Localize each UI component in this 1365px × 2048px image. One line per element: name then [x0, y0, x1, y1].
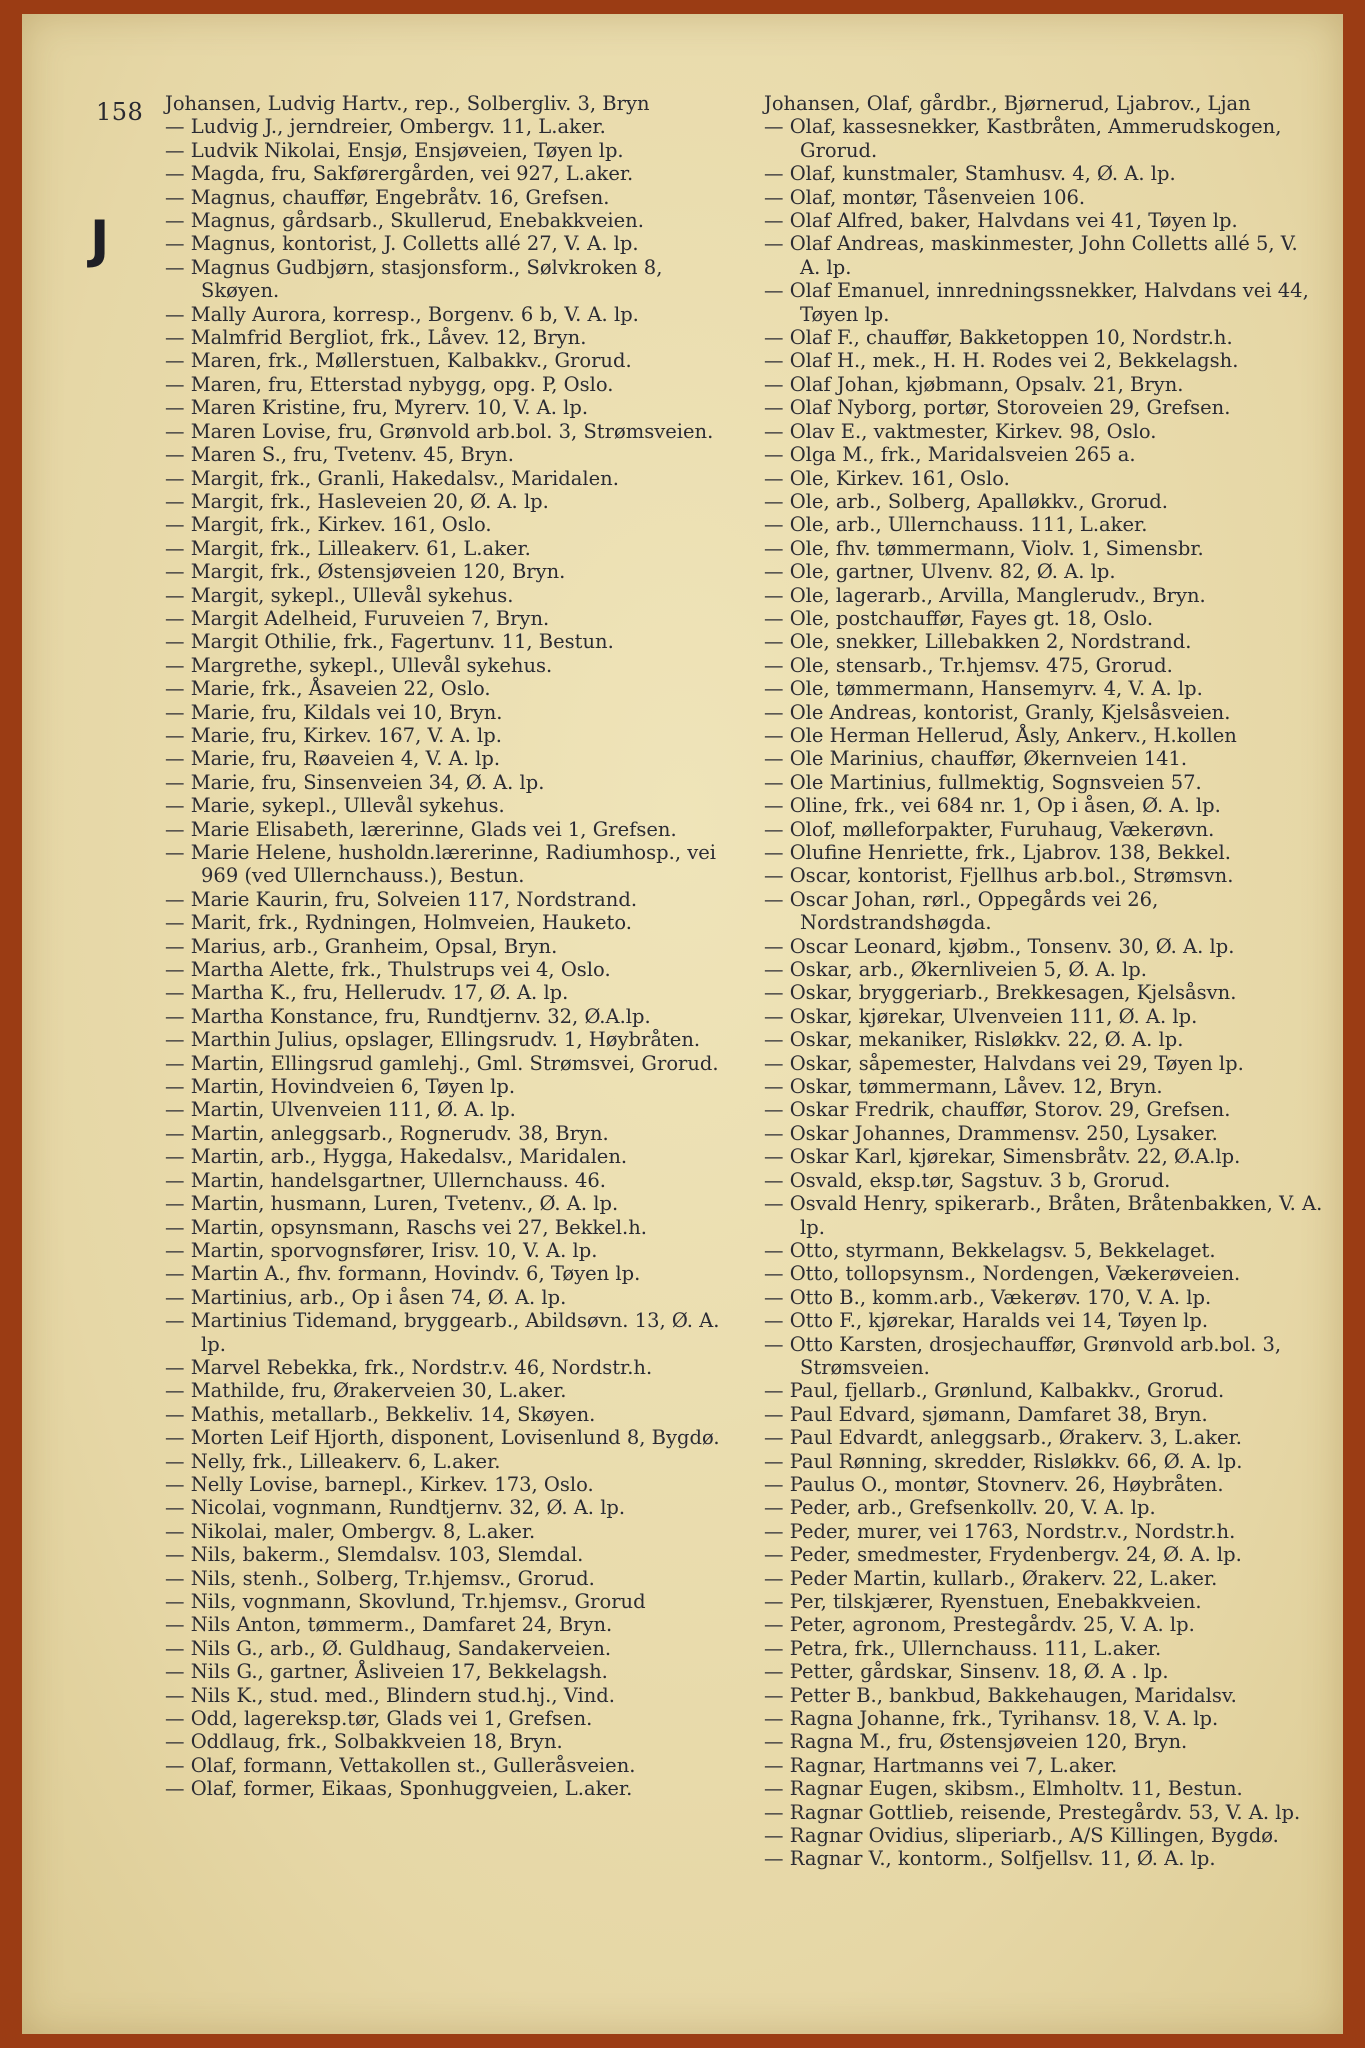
directory-entry: — Martin, handelsgartner, Ullernchauss. 46.	[165, 1168, 607, 1192]
directory-entry: — Ole Marinius, chauffør, Økernveien 141.	[764, 747, 1188, 771]
directory-entry: — Marie, fru, Røaveien 4, V. A. lp.	[165, 747, 501, 771]
directory-entry: — Magnus Gudbjørn, stasjonsform., Sølvkroken 8, Skøyen.	[165, 255, 663, 303]
directory-entry: — Ole, arb., Solberg, Apalløkkv., Grorud.	[764, 489, 1168, 513]
directory-entry: — Olga M., frk., Maridalsveien 265 a.	[764, 443, 1136, 467]
directory-entry: — Nils, vognmann, Skovlund, Tr.hjemsv., Grorud	[165, 1590, 646, 1613]
directory-entry: — Oskar, tømmermann, Låvev. 12, Bryn.	[764, 1075, 1163, 1099]
directory-entry: — Olaf Nyborg, portør, Storoveien 29, Grefsen.	[764, 396, 1231, 420]
directory-entry: — Maren S., fru, Tvetenv. 45, Bryn.	[165, 443, 514, 467]
directory-entry: — Margit Othilie, frk., Fagertunv. 11, Bestun.	[165, 630, 614, 654]
directory-entry: — Nicolai, vognmann, Rundtjernv. 32, Ø. A. lp.	[165, 1496, 626, 1520]
directory-entry: — Ole, gartner, Ulvenv. 82, Ø. A. lp.	[764, 560, 1116, 584]
directory-entry: — Paul Edvard, sjømann, Damfaret 38, Bryn.	[764, 1402, 1208, 1426]
directory-entry: — Osvald, eksp.tør, Sagstuv. 3 b, Grorud.	[764, 1168, 1171, 1192]
directory-entry: — Oddlaug, frk., Solbakkveien 18, Bryn.	[165, 1730, 563, 1754]
directory-entry: — Martin, anleggsarb., Rognerudv. 38, Bryn.	[165, 1121, 609, 1145]
left-column	[165, 92, 730, 1801]
directory-entry: — Osvald Henry, spikerarb., Bråten, Bråtenbakken, V. A. lp.	[764, 1192, 1323, 1239]
directory-entry: — Otto Karsten, drosjechauffør, Grønvold arb.bol. 3, Strømsveien.	[764, 1332, 1282, 1379]
directory-entry: — Olaf, kunstmaler, Stamhusv. 4, Ø. A. lp.	[764, 162, 1176, 186]
directory-entry: — Nils G., arb., Ø. Guldhaug, Sandakerveien.	[165, 1636, 612, 1660]
directory-entry: — Marthin Julius, opslager, Ellingsrudv. 1, Høybråten.	[165, 1028, 701, 1052]
directory-entry: — Nils K., stud. med., Blindern stud.hj., Vind.	[165, 1683, 615, 1707]
directory-entry: — Petter B., bankbud, Bakkehaugen, Maridalsv.	[764, 1683, 1237, 1707]
directory-entry: — Oscar, kontorist, Fjellhus arb.bol., Strømsvn.	[764, 864, 1234, 888]
directory-entry: — Ole, stensarb., Tr.hjemsv. 475, Grorud.	[764, 653, 1173, 677]
directory-entry: — Marie, frk., Åsaveien 22, Oslo.	[165, 677, 491, 701]
directory-entry: — Maren, frk., Møllerstuen, Kalbakkv., Grorud.	[165, 349, 632, 373]
directory-entry: — Oscar Leonard, kjøbm., Tonsenv. 30, Ø. A. lp.	[764, 934, 1235, 958]
directory-entry: — Oskar, mekaniker, Risløkkv. 22, Ø. A. lp.	[764, 1028, 1184, 1052]
directory-entry: — Morten Leif Hjorth, disponent, Lovisenlund 8, Bygdø.	[165, 1426, 720, 1450]
directory-entry: — Otto B., komm.arb., Vækerøv. 170, V. A. lp.	[764, 1285, 1212, 1309]
directory-entry: — Olaf F., chauffør, Bakketoppen 10, Nordstr.h.	[764, 326, 1233, 350]
directory-entry: — Martin A., fhv. formann, Hovindv. 6, Tøyen lp.	[165, 1262, 641, 1286]
directory-entry: — Olaf, former, Eikaas, Sponhuggveien, L.aker.	[165, 1777, 633, 1801]
directory-entry: — Margit, frk., Granli, Hakedalsv., Maridalen.	[165, 466, 619, 490]
directory-entry: — Olaf Johan, kjøbmann, Opsalv. 21, Bryn.	[764, 372, 1184, 396]
directory-entry: — Peder, smedmester, Frydenbergv. 24, Ø. A. lp.	[764, 1543, 1242, 1567]
directory-page	[22, 14, 1343, 2034]
directory-entry: — Marius, arb., Granheim, Opsal, Bryn.	[165, 934, 558, 958]
directory-entry: — Martinius, arb., Op i åsen 74, Ø. A. lp.	[165, 1285, 567, 1309]
directory-entry: — Ole, arb., Ullernchauss. 111, L.aker.	[764, 513, 1148, 537]
directory-entry: — Ole, lagerarb., Arvilla, Manglerudv., Bryn.	[764, 583, 1206, 607]
directory-entry: — Martha Konstance, fru, Rundtjernv. 32, Ø.A.lp.	[165, 1004, 651, 1028]
directory-entry: — Olufine Henriette, frk., Ljabrov. 138, Bekkel.	[764, 841, 1231, 864]
directory-entry: — Paulus O., montør, Stovnerv. 26, Høybråten.	[764, 1472, 1224, 1496]
directory-entry: — Peter, agronom, Prestegårdv. 25, V. A. lp.	[764, 1613, 1195, 1637]
directory-entry: — Mathilde, fru, Ørakerveien 30, L.aker.	[165, 1379, 567, 1403]
directory-entry: — Margit, sykepl., Ullevål sykehus.	[165, 583, 514, 607]
directory-entry: — Olof, mølleforpakter, Furuhaug, Vækerøvn.	[764, 817, 1215, 841]
directory-entry: — Marvel Rebekka, frk., Nordstr.v. 46, Nordstr.h.	[165, 1355, 653, 1379]
directory-entry: — Ragna Johanne, frk., Tyrihansv. 18, V. A. lp.	[764, 1707, 1219, 1731]
directory-entry: — Ole, fhv. tømmermann, Violv. 1, Simensbr.	[764, 536, 1204, 560]
page-number: 158	[96, 98, 144, 126]
directory-entry: — Ragnar V., kontorm., Solfjellsv. 11, Ø. A. lp.	[764, 1847, 1216, 1871]
directory-entry: — Margit, frk., Hasleveien 20, Ø. A. lp.	[165, 489, 549, 513]
directory-entry: — Oskar, såpemester, Halvdans vei 29, Tøyen lp.	[764, 1051, 1244, 1075]
directory-entry: — Olaf, kassesnekker, Kastbråten, Ammerudskogen, Grorud.	[764, 115, 1282, 162]
directory-entry: — Marit, frk., Rydningen, Holmveien, Hauketo.	[165, 911, 632, 935]
directory-entry: — Ludvik Nikolai, Ensjø, Ensjøveien, Tøyen lp.	[165, 138, 624, 162]
directory-entry: — Nikolai, maler, Ombergv. 8, L.aker.	[165, 1519, 536, 1543]
directory-entry: — Magnus, kontorist, J. Colletts allé 27, V. A. lp.	[165, 232, 639, 256]
directory-entry: — Paul Rønning, skredder, Risløkkv. 66, Ø. A. lp.	[764, 1449, 1243, 1473]
directory-entry: — Marie Helene, husholdn.lærerinne, Radiumhosp., vei 969 (ved Ullernchauss.), Bestun.	[165, 841, 717, 888]
directory-entry: — Per, tilskjærer, Ryenstuen, Enebakkveien.	[764, 1590, 1202, 1613]
directory-entry: — Martin, Ellingsrud gamlehj., Gml. Strømsvei, Grorud.	[165, 1051, 719, 1075]
section-letter: J	[90, 210, 110, 270]
directory-entry: — Oskar Karl, kjørekar, Simensbråtv. 22, Ø.A.lp.	[764, 1145, 1241, 1169]
directory-entry: — Petter, gårdskar, Sinsenv. 18, Ø. A . lp.	[764, 1660, 1169, 1684]
directory-entry: — Martha K., fru, Hellerudv. 17, Ø. A. lp.	[165, 981, 569, 1005]
directory-entry: — Olaf Emanuel, innredningssnekker, Halvdans vei 44, Tøyen lp.	[764, 279, 1309, 326]
directory-entry: — Martin, Ulvenveien 111, Ø. A. lp.	[165, 1098, 516, 1122]
directory-entry: — Peder Martin, kullarb., Ørakerv. 22, L.aker.	[764, 1566, 1218, 1590]
directory-entry: — Martha Alette, frk., Thulstrups vei 4, Oslo.	[165, 958, 611, 982]
directory-entry: — Olav E., vaktmester, Kirkev. 98, Oslo.	[764, 419, 1157, 443]
directory-entry: — Maren Lovise, fru, Grønvold arb.bol. 3, Strømsveien.	[165, 419, 714, 443]
directory-entry: — Maren Kristine, fru, Myrerv. 10, V. A. lp.	[165, 396, 589, 420]
directory-entry: — Nils, stenh., Solberg, Tr.hjemsv., Grorud.	[165, 1566, 595, 1590]
directory-entry: — Malmfrid Bergliot, frk., Låvev. 12, Bryn.	[165, 326, 587, 350]
directory-entry: — Olaf, montør, Tåsenveien 106.	[764, 185, 1086, 209]
directory-entry: — Ragnar Gottlieb, reisende, Prestegårdv. 53, V. A. lp.	[764, 1800, 1301, 1824]
directory-entry: — Magnus, chauffør, Engebråtv. 16, Grefsen.	[165, 185, 610, 209]
directory-entry: — Oskar, arb., Økernliveien 5, Ø. A. lp.	[764, 958, 1147, 982]
directory-entry: — Martin, arb., Hygga, Hakedalsv., Maridalen.	[165, 1145, 628, 1169]
directory-entry: — Margit, frk., Østensjøveien 120, Bryn.	[165, 560, 566, 584]
directory-entry: — Marie, fru, Sinsenveien 34, Ø. A. lp.	[165, 770, 545, 794]
directory-entry: — Magda, fru, Sakførergården, vei 927, L.aker.	[165, 162, 634, 186]
directory-entry: — Nils G., gartner, Åsliveien 17, Bekkelagsh.	[165, 1660, 608, 1684]
directory-entry: — Nils Anton, tømmerm., Damfaret 24, Bryn.	[165, 1613, 613, 1637]
directory-entry: — Oskar, kjørekar, Ulvenveien 111, Ø. A. lp.	[764, 1004, 1198, 1028]
directory-entry: — Olaf H., mek., H. H. Rodes vei 2, Bekkelagsh.	[764, 349, 1239, 373]
directory-entry: — Martinius Tidemand, bryggearb., Abildsøvn. 13, Ø. A. lp.	[165, 1309, 720, 1356]
directory-entry: — Peder, murer, vei 1763, Nordstr.v., Nordstr.h.	[764, 1519, 1236, 1543]
directory-entry: — Margit Adelheid, Furuveien 7, Bryn.	[165, 606, 550, 630]
directory-entry: — Nils, bakerm., Slemdalsv. 103, Slemdal.	[165, 1543, 584, 1567]
directory-entry: — Ole, postchauffør, Fayes gt. 18, Oslo.	[764, 606, 1154, 630]
directory-entry: — Ole, snekker, Lillebakken 2, Nordstrand.	[764, 630, 1192, 654]
directory-entry: — Olaf Alfred, baker, Halvdans vei 41, Tøyen lp.	[764, 209, 1238, 233]
directory-entry: — Martin, Hovindveien 6, Tøyen lp.	[165, 1075, 516, 1099]
directory-entry: — Olaf, formann, Vettakollen st., Gulleråsveien.	[165, 1753, 636, 1777]
directory-entry: — Maren, fru, Etterstad nybygg, opg. P, Oslo.	[165, 372, 614, 396]
directory-entry: — Margit, frk., Lilleakerv. 61, L.aker.	[165, 536, 531, 560]
directory-entry: — Mathis, metallarb., Bekkeliv. 14, Skøyen.	[165, 1402, 596, 1426]
directory-entry: — Otto, styrmann, Bekkelagsv. 5, Bekkelaget.	[764, 1238, 1216, 1262]
directory-entry: — Margrethe, sykepl., Ullevål sykehus.	[165, 653, 553, 677]
directory-entry: — Ludvig J., jerndreier, Ombergv. 11, L.aker.	[165, 115, 606, 139]
directory-entry: — Nelly Lovise, barnepl., Kirkev. 173, Oslo.	[165, 1472, 594, 1496]
directory-entry: — Ole, tømmermann, Hansemyrv. 4, V. A. lp.	[764, 677, 1203, 701]
directory-entry: — Marie Elisabeth, lærerinne, Glads vei 1, Grefsen.	[165, 817, 677, 841]
directory-entry: — Ragnar, Hartmanns vei 7, L.aker.	[764, 1753, 1118, 1777]
directory-entry: — Peder, arb., Grefsenkollv. 20, V. A. lp.	[764, 1496, 1156, 1520]
directory-entry: Johansen, Ludvig Hartv., rep., Solbergliv. 3, Bryn	[165, 92, 650, 115]
directory-entry: — Martin, husmann, Luren, Tvetenv., Ø. A. lp.	[165, 1192, 619, 1216]
directory-entry: — Oskar Fredrik, chauffør, Storov. 29, Grefsen.	[764, 1098, 1231, 1122]
directory-entry: Johansen, Olaf, gårdbr., Bjørnerud, Ljabrov., Ljan	[764, 92, 1251, 115]
directory-entry: — Petra, frk., Ullernchauss. 111, L.aker.	[764, 1636, 1162, 1660]
directory-entry: — Magnus, gårdsarb., Skullerud, Enebakkveien.	[165, 209, 644, 233]
directory-entry: — Ragnar Eugen, skibsm., Elmholtv. 11, Bestun.	[764, 1777, 1243, 1801]
directory-entry: — Ragna M., fru, Østensjøveien 120, Bryn.	[764, 1730, 1188, 1754]
directory-entry: — Ole, Kirkev. 161, Oslo.	[764, 466, 1010, 490]
directory-entry: — Paul, fjellarb., Grønlund, Kalbakkv., Grorud.	[764, 1379, 1225, 1403]
directory-entry: — Marie, sykepl., Ullevål sykehus.	[165, 794, 505, 818]
directory-entry: — Otto F., kjørekar, Haralds vei 14, Tøyen lp.	[764, 1309, 1209, 1333]
directory-entry: — Marie Kaurin, fru, Solveien 117, Nordstrand.	[165, 887, 638, 911]
directory-entry: — Martin, sporvognsfører, Irisv. 10, V. A. lp.	[165, 1238, 598, 1262]
right-column	[764, 92, 1324, 1871]
directory-entry: — Marie, fru, Kildals vei 10, Bryn.	[165, 700, 503, 724]
directory-entry: — Odd, lagereksp.tør, Glads vei 1, Grefsen.	[165, 1707, 593, 1731]
directory-entry: — Olaf Andreas, maskinmester, John Colletts allé 5, V. A. lp.	[764, 232, 1298, 279]
directory-entry: — Oscar Johan, rørl., Oppegårds vei 26, Nordstrandshøgda.	[764, 887, 1159, 935]
directory-entry: — Oline, frk., vei 684 nr. 1, Op i åsen, Ø. A. lp.	[764, 794, 1221, 818]
directory-entry: — Oskar, bryggeriarb., Brekkesagen, Kjelsåsvn.	[764, 981, 1237, 1005]
directory-entry: — Martin, opsynsmann, Raschs vei 27, Bekkel.h.	[165, 1215, 647, 1239]
directory-entry: — Nelly, frk., Lilleakerv. 6, L.aker.	[165, 1449, 501, 1473]
directory-entry: — Ragnar Ovidius, sliperiarb., A/S Killingen, Bygdø.	[764, 1824, 1279, 1848]
directory-entry: — Ole Andreas, kontorist, Granly, Kjelsåsveien.	[764, 700, 1231, 724]
directory-entry: — Margit, frk., Kirkev. 161, Oslo.	[165, 513, 492, 537]
directory-entry: — Mally Aurora, korresp., Borgenv. 6 b, V. A. lp.	[165, 302, 639, 326]
directory-entry: — Ole Martinius, fullmektig, Sognsveien 57.	[764, 770, 1202, 794]
directory-entry: — Oskar Johannes, Drammensv. 250, Lysaker.	[764, 1121, 1218, 1145]
directory-entry: — Otto, tollopsynsm., Nordengen, Vækerøveien.	[764, 1262, 1241, 1286]
directory-entry: — Ole Herman Hellerud, Åsly, Ankerv., H.kollen	[764, 723, 1237, 747]
directory-entry: — Paul Edvardt, anleggsarb., Ørakerv. 3, L.aker.	[764, 1426, 1242, 1450]
directory-entry: — Marie, fru, Kirkev. 167, V. A. lp.	[165, 723, 502, 747]
